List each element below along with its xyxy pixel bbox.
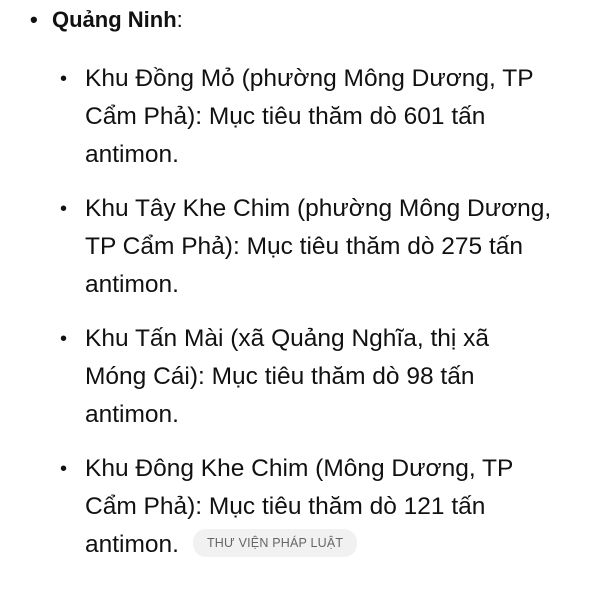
region-name: Quảng Ninh (52, 7, 177, 32)
area-text: antimon. (85, 531, 179, 558)
area-text-line: antimon. (85, 271, 179, 298)
bullet-icon: • (60, 68, 68, 90)
watermark-badge: THƯ VIỆN PHÁP LUẬT (193, 529, 357, 557)
area-text-line: TP Cẩm Phả): Mục tiêu thăm dò 275 tấn (85, 233, 524, 260)
area-text-line: antimon. (85, 141, 179, 168)
area-text-line: Móng Cái): Mục tiêu thăm dò 98 tấn (85, 363, 475, 390)
region-list-item (30, 4, 183, 36)
area-list-item (60, 320, 580, 434)
area-list-item (60, 450, 580, 564)
area-list-item (60, 60, 580, 174)
area-text-line: Cẩm Phả): Mục tiêu thăm dò 601 tấn (85, 103, 486, 130)
region-colon: : (176, 7, 183, 32)
area-text-line: Khu Tây Khe Chim (phường Mông Dương, (85, 195, 552, 222)
area-text-line: Khu Đông Khe Chim (Mông Dương, TP (85, 455, 514, 482)
bullet-icon: • (60, 198, 68, 220)
area-text-line: Khu Đồng Mỏ (phường Mông Dương, TP (85, 65, 534, 92)
bullet-icon: • (60, 328, 68, 350)
bullet-icon: • (60, 458, 68, 480)
area-list (60, 60, 580, 580)
area-text-line: Cẩm Phả): Mục tiêu thăm dò 121 tấn (85, 493, 486, 520)
area-text-line-last (85, 526, 580, 564)
area-text-line: Khu Tấn Mài (xã Quảng Nghĩa, thị xã (85, 325, 490, 352)
area-list-item (60, 190, 580, 304)
bullet-icon: • (30, 7, 38, 32)
area-text-line: antimon. (85, 401, 179, 428)
